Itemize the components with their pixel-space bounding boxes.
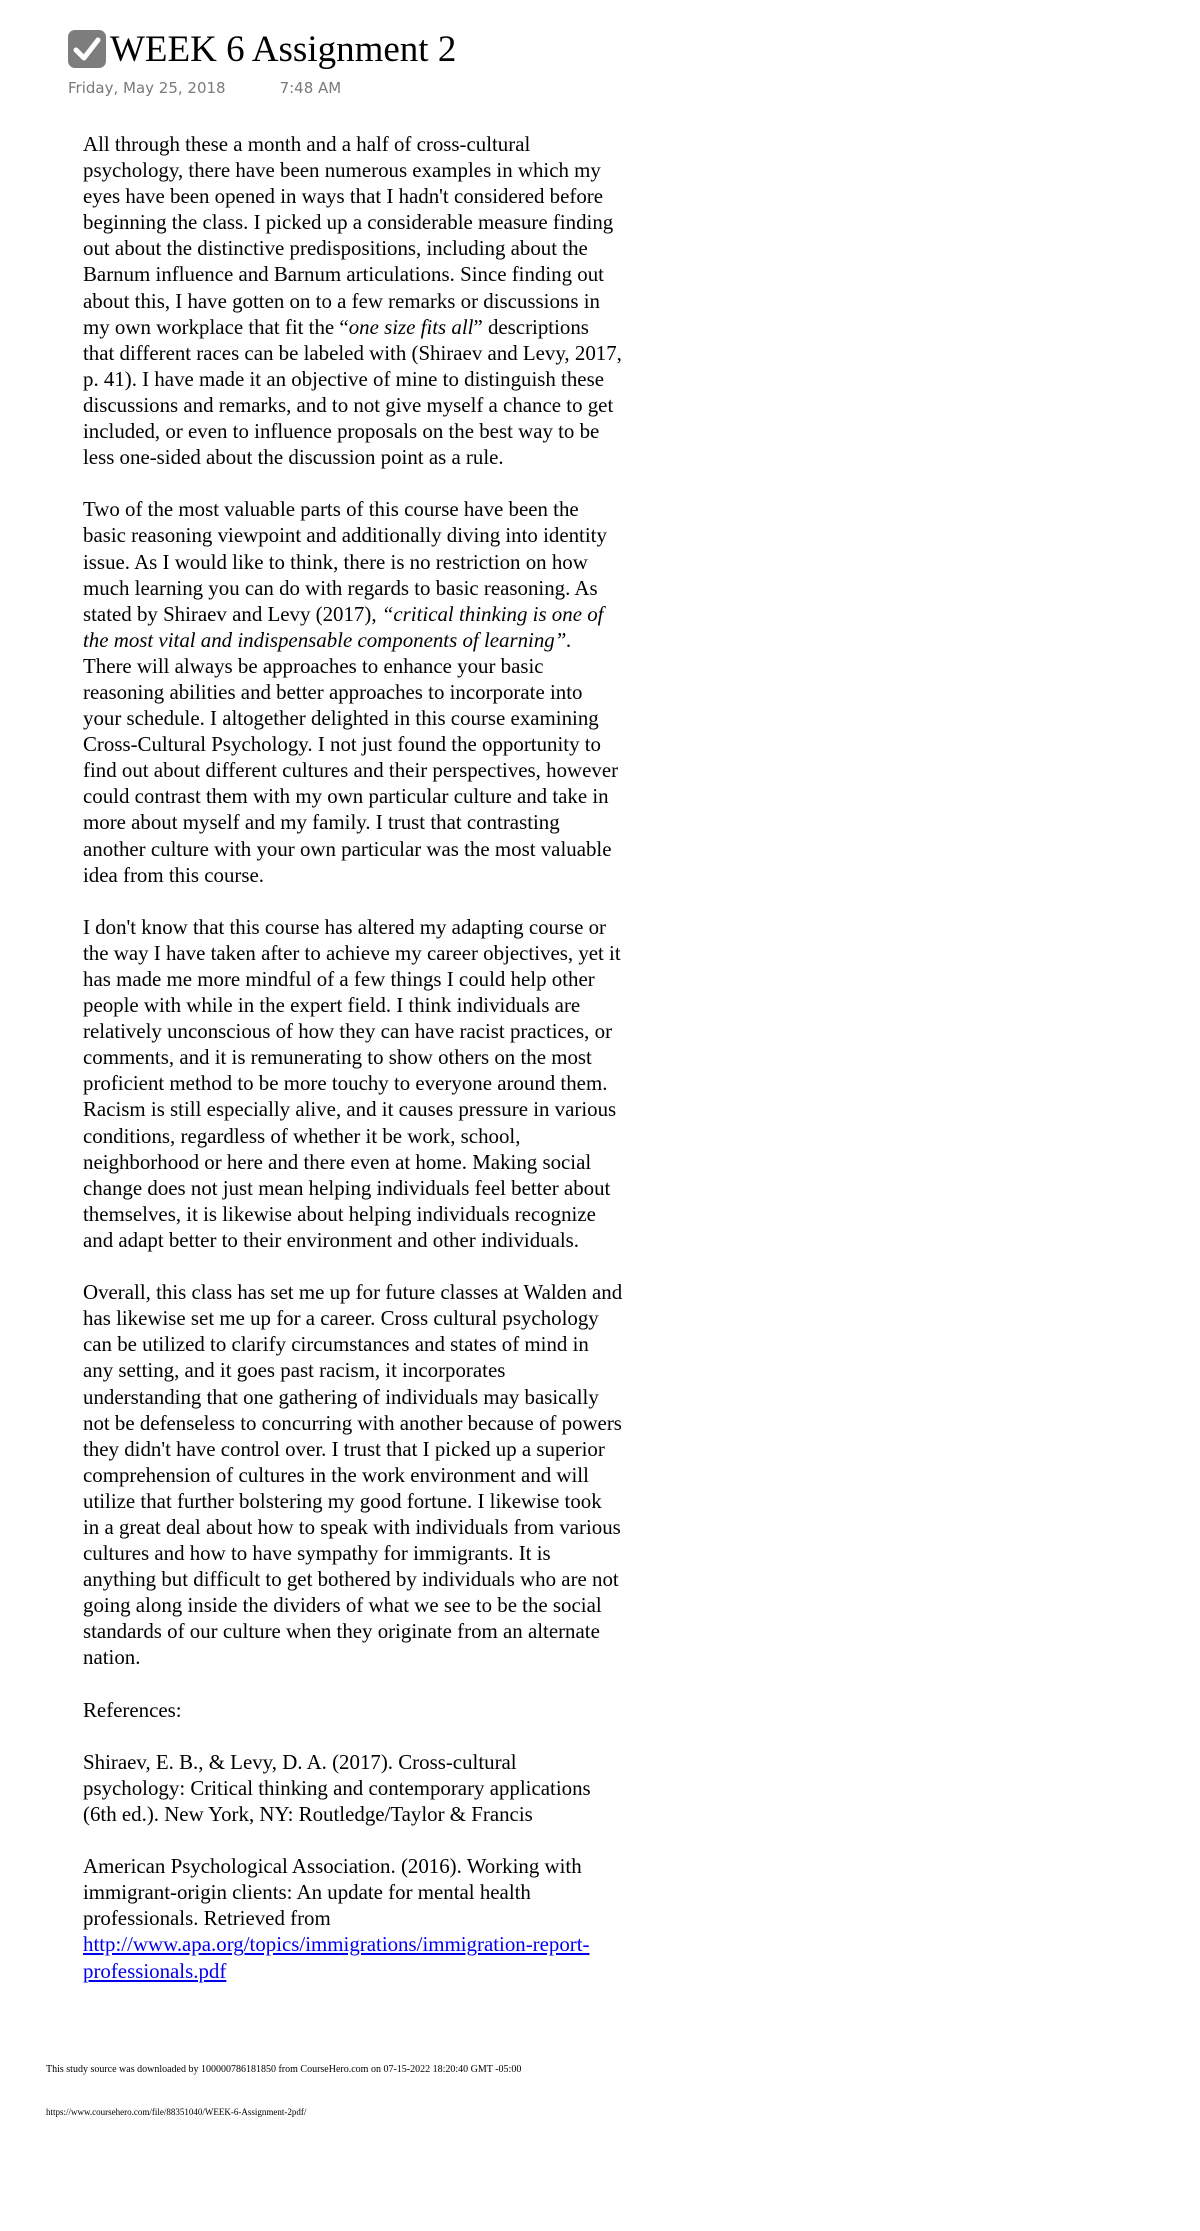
download-watermark: This study source was downloaded by 100000786181850 from CourseHero.com on 07-15-2022 18:20:40 GMT -05:00 xyxy=(46,2064,522,2075)
title-row xyxy=(68,30,456,68)
paragraph-2-text-a: Two of the most valuable parts of this course have been the basic reasoning viewpoint and additionally diving into identity issue. As I would like to think, there is no restriction on how much learning you can do with regards to basic reasoning. As stated by Shiraev and Levy (2017), xyxy=(83,497,607,626)
reference-item-2-text: American Psychological Association. (2016). Working with immigrant-origin clients: An update for mental health professionals. Retrieved from xyxy=(83,1854,582,1931)
reference-item-1: Shiraev, E. B., & Levy, D. A. (2017). Cross-cultural psychology: Critical thinking and contemporary applications (6th ed.). New York, NY: Routledge/Taylor & Francis xyxy=(83,1749,591,1826)
references-heading: References: xyxy=(83,1697,182,1722)
note-date: Friday, May 25, 2018 xyxy=(68,79,226,97)
note-body xyxy=(83,131,623,2010)
paragraph-2 xyxy=(83,496,623,887)
reference-item-2 xyxy=(83,1853,623,1983)
page-title: WEEK 6 Assignment 2 xyxy=(110,28,457,70)
paragraph-2-emphasis: “critical thinking is one of the most vital and indispensable components of learning”. xyxy=(83,601,604,652)
checkbox-checked-icon[interactable] xyxy=(68,30,106,68)
note-header xyxy=(68,30,456,97)
note-meta xyxy=(68,79,456,97)
reference-link[interactable]: http://www.apa.org/topics/immigrations/immigration-report-professionals.pdf xyxy=(83,1932,590,1983)
paragraph-1 xyxy=(83,131,623,470)
paragraph-1-text-a: All through these a month and a half of cross-cultural psychology, there have been numerous examples in which my eyes have been opened in ways that I hadn't considered before beginning the class. I picked up a considerable measure finding out about the distinctive predispositions, including about the Barnum influence and Barnum articulations. Since finding out about this, I have gotten on to a few remarks or discussions in my own workplace that fit the “ xyxy=(83,132,614,339)
note-time: 7:48 AM xyxy=(279,79,342,97)
paragraph-4: Overall, this class has set me up for future classes at Walden and has likewise set me up for a career. Cross cultural psychology can be utilized to clarify circumstances and states of mind in any setting, and it goes past racism, it incorporates understanding that one gathering of individuals may basically not be defenseless to concurring with another because of powers they didn't have control over. I trust that I picked up a superior comprehension of cultures in the work environment and will utilize that further bolstering my good fortune. I likewise took in a great deal about how to speak with individuals from various cultures and how to have sympathy for immigrants. It is anything but difficult to get bothered by individuals who are not going along inside the dividers of what we see to be the social standards of our culture when they originate from an alternate nation. xyxy=(83,1280,623,1670)
paragraph-1-text-b: ” descriptions that different races can be labeled with (Shiraev and Levy, 2017, p. 41). I have made it an objective of mine to distinguish these discussions and remarks, and to not give myself a chance to get included, or even to influence proposals on the best way to be less one-sided about the discussion point as a rule. xyxy=(83,314,622,470)
source-url-watermark: https://www.coursehero.com/file/88351040/WEEK-6-Assignment-2pdf/ xyxy=(46,2107,307,2117)
paragraph-3: I don't know that this course has altered my adapting course or the way I have taken after to achieve my career objectives, yet it has made me more mindful of a few things I could help other people with while in the expert field. I think individuals are relatively unconscious of how they can have racist practices, or comments, and it is remunerating to show others on the most proficient method to be more touchy to everyone around them. Racism is still especially alive, and it causes pressure in various conditions, regardless of whether it be work, school, neighborhood or here and there even at home. Making social change does not just mean helping individuals feel better about themselves, it is likewise about helping individuals recognize and adapt better to their environment and other individuals. xyxy=(83,914,621,1252)
paragraph-2-text-b: There will always be approaches to enhance your basic reasoning abilities and better approaches to incorporate into your schedule. I altogether delighted in this course examining Cross-Cultural Psychology. I not just found the opportunity to find out about different cultures and their perspectives, however could contrast them with my own particular culture and take in more about myself and my family. I trust that contrasting another culture with your own particular was the most valuable idea from this course. xyxy=(83,653,619,887)
paragraph-1-emphasis: one size fits all xyxy=(348,314,474,339)
